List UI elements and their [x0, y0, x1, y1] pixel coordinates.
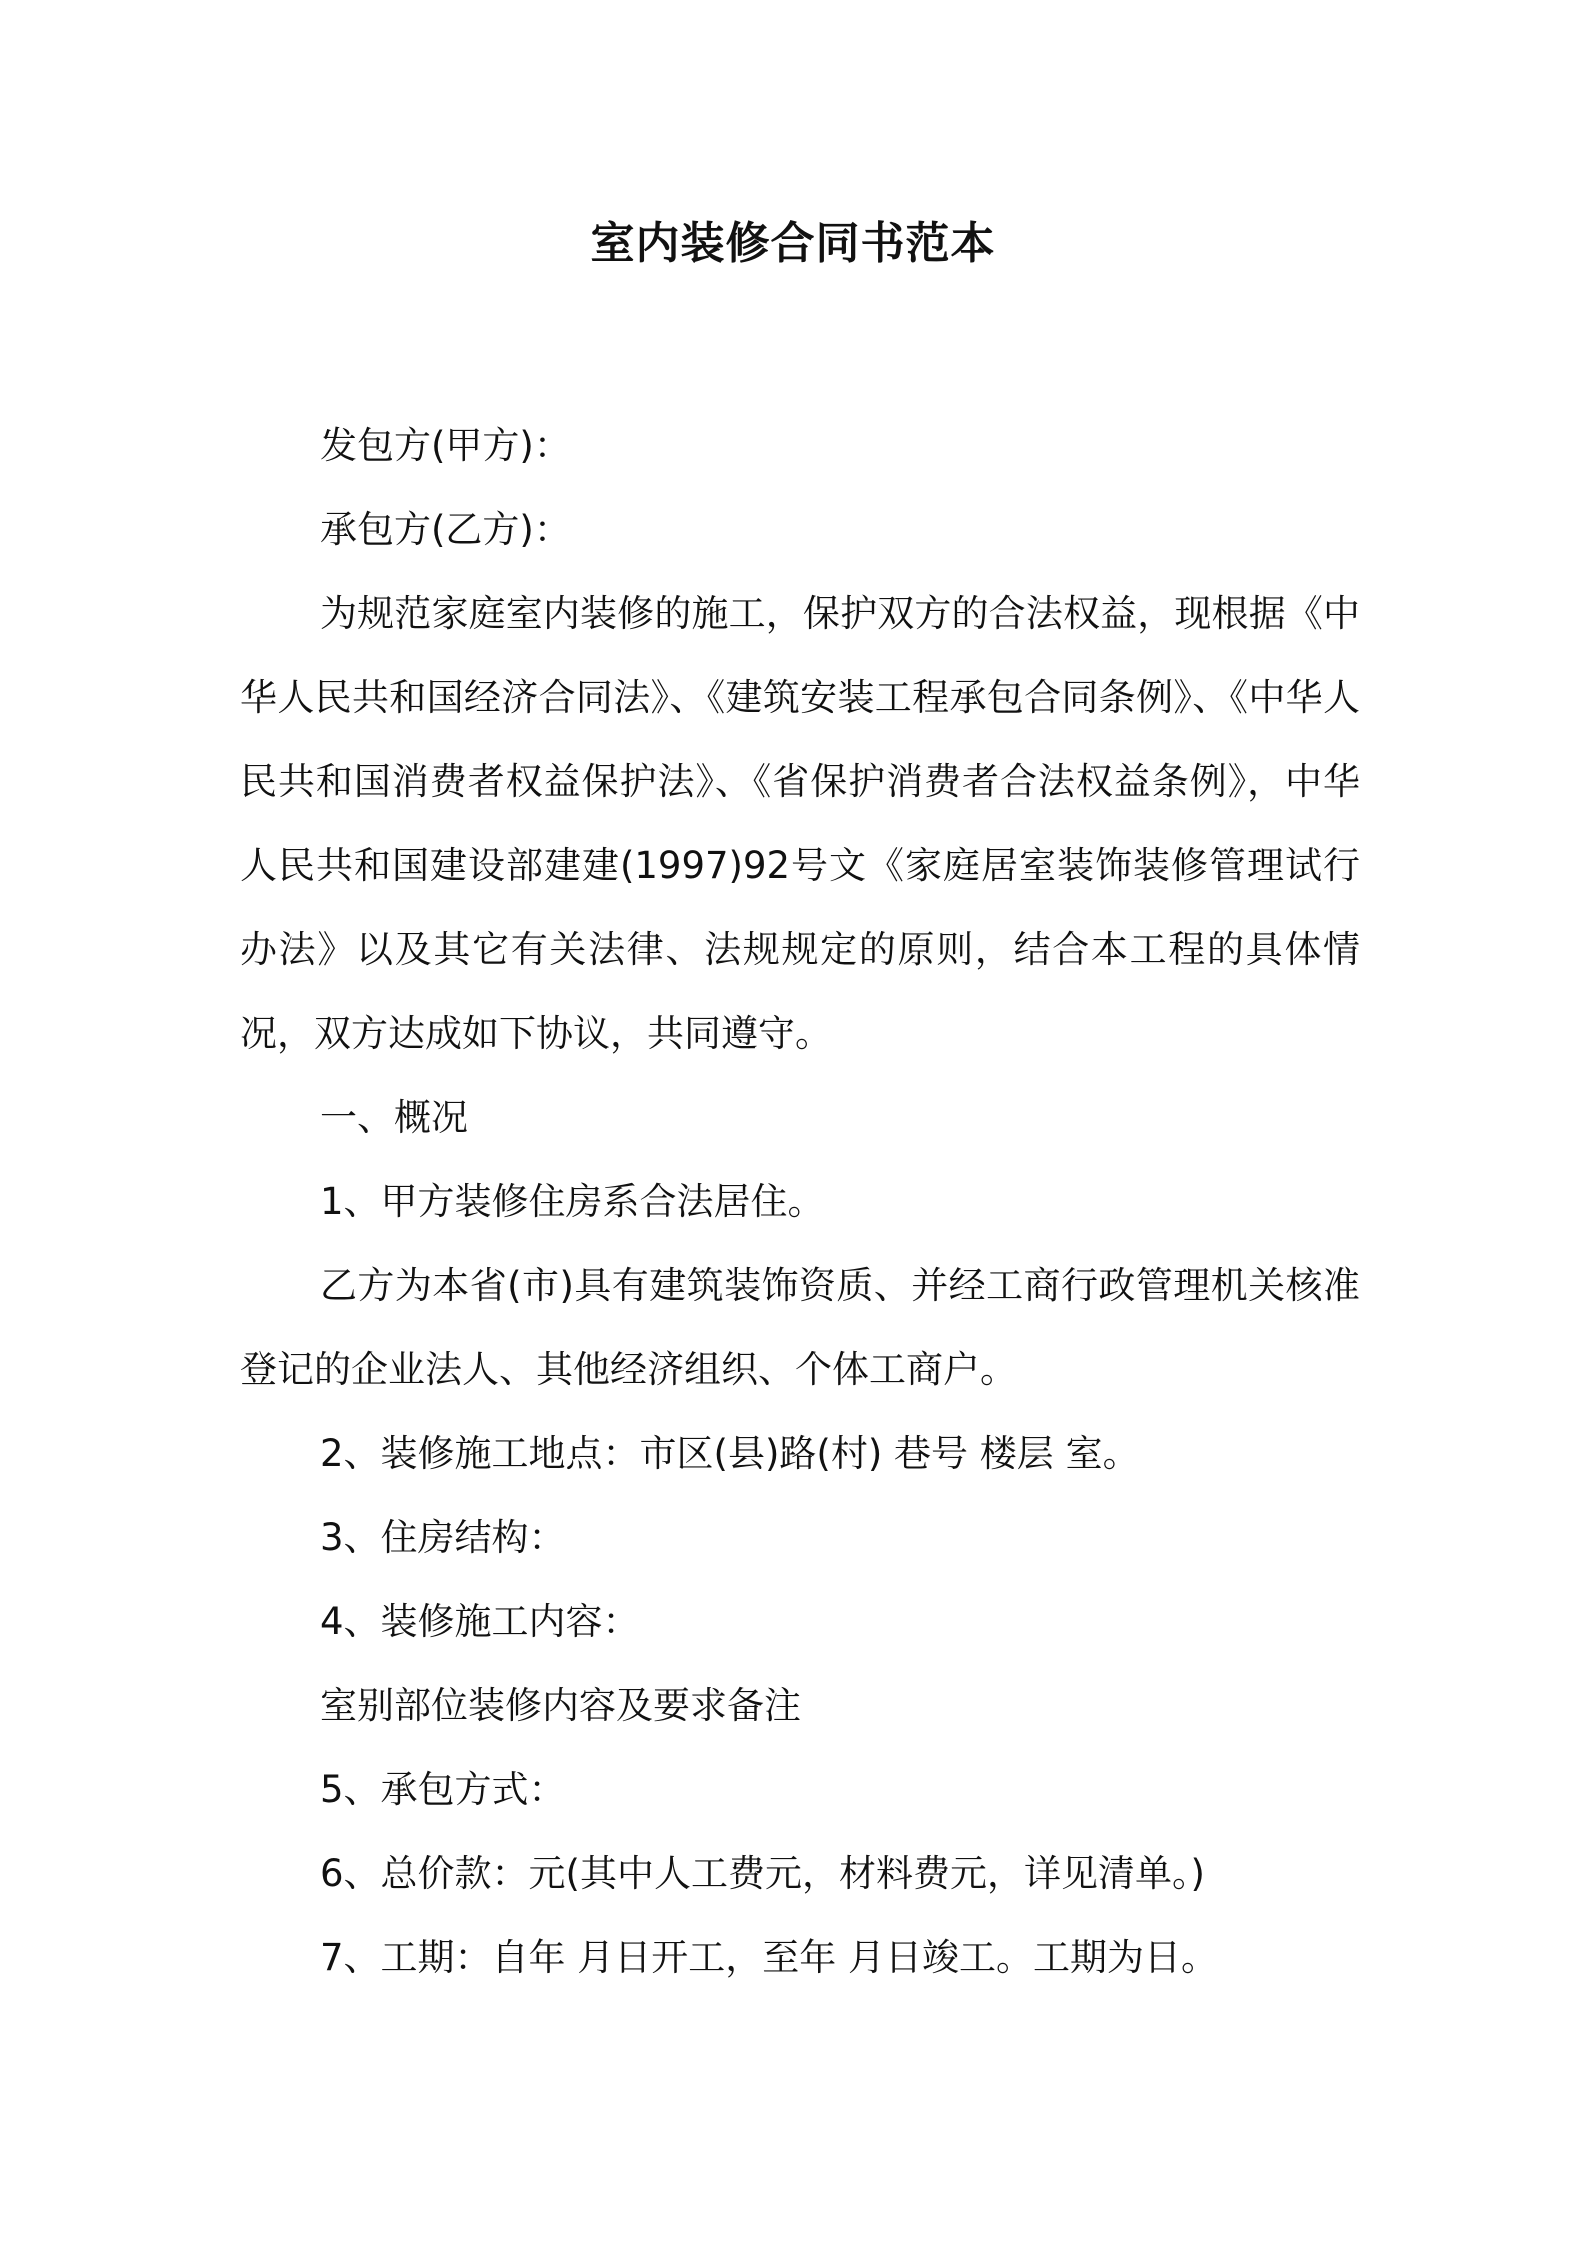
clause-2-location: 2、装修施工地点：市区(县)路(村) 巷号 楼层 室。: [320, 1432, 1140, 1475]
document-title: 室内装修合同书范本: [590, 218, 996, 269]
clause-3-structure: 3、住房结构：: [320, 1516, 566, 1559]
document-body: [240, 404, 1360, 2000]
party-a-line: 发包方(甲方)：: [320, 424, 571, 467]
clause-4-content: 4、装修施工内容：: [320, 1600, 640, 1643]
clause-6-price: 6、总价款：元(其中人工费元，材料费元，详见清单。): [320, 1852, 1205, 1895]
preamble-paragraph: 为规范家庭室内装修的施工，保护双方的合法权益，现根据《中华人民共和国经济合同法》、《建筑安装工程承包合同条例》、《中华人民共和国消费者权益保护法》、《省保护消费者合法权益条例》，中华人民共和国建设部建建(1997)92号文《家庭居室装饰装修管理试行办法》以及其它有关法律、法规规定的原则，结合本工程的具体情况，双方达成如下协议，共同遵守。: [240, 592, 1360, 1055]
clause-1: 1、甲方装修住房系合法居住。: [320, 1180, 825, 1223]
party-b-line: 承包方(乙方)：: [320, 508, 571, 551]
clause-5-method: 5、承包方式：: [320, 1768, 566, 1811]
clause-4-table-header: 室别部位装修内容及要求备注: [320, 1684, 801, 1727]
section-heading-overview: 一、概况: [320, 1096, 468, 1139]
clause-1-party-b: 乙方为本省(市)具有建筑装饰资质、并经工商行政管理机关核准登记的企业法人、其他经济组织、个体工商户。: [240, 1264, 1360, 1391]
clause-7-period: 7、工期：自年 月日开工，至年 月日竣工。工期为日。: [320, 1936, 1219, 1979]
